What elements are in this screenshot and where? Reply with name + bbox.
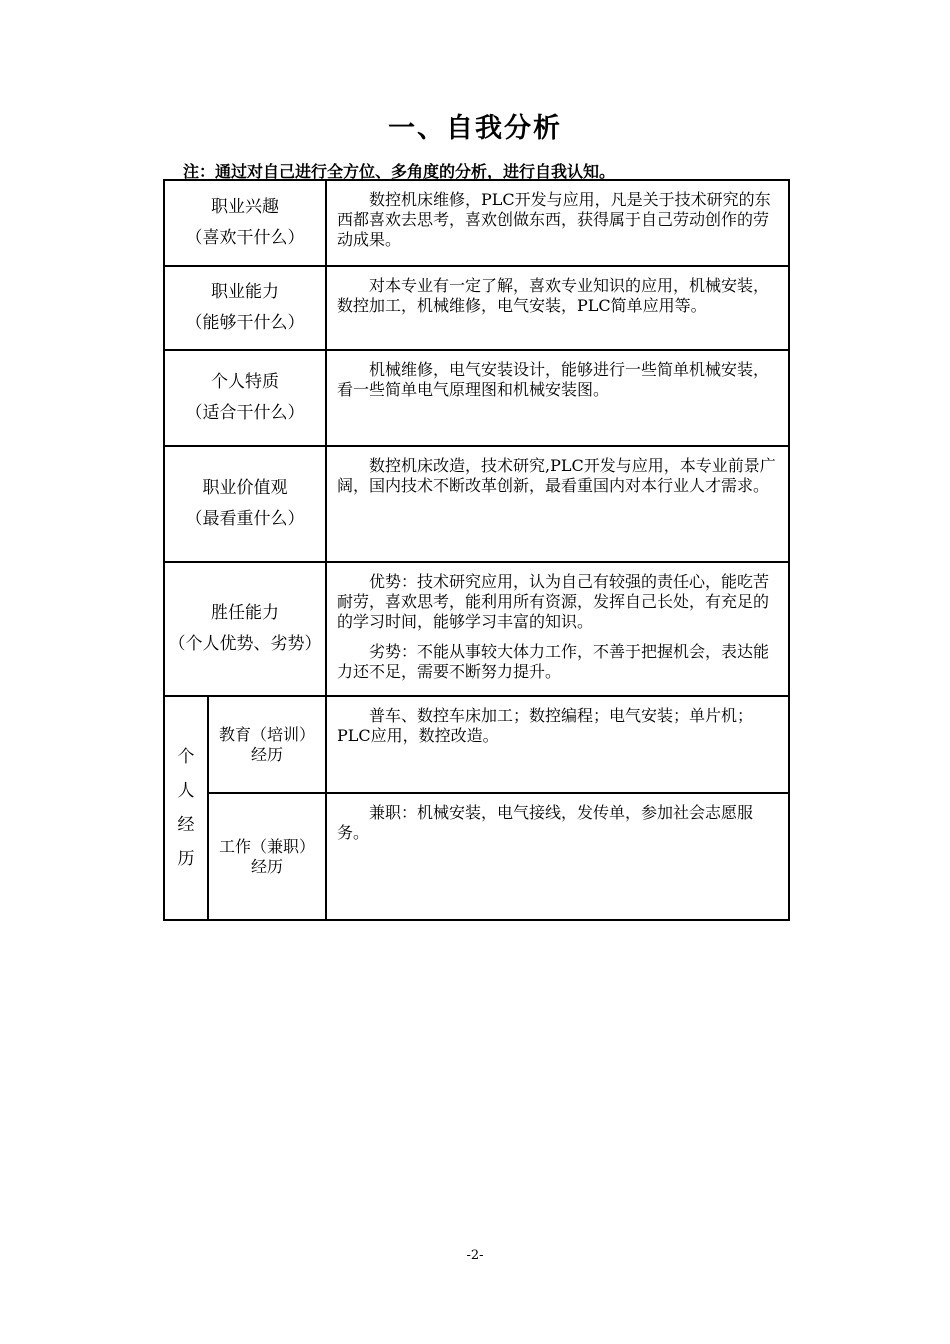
table-row [164, 562, 789, 696]
work-label: 工作（兼职）经历 [208, 793, 326, 920]
row-paragraph: 对本专业有一定了解，喜欢专业知识的应用，机械安装，数控加工，机械维修，电气安装，PLC简单应用等。 [337, 276, 770, 315]
self-analysis-table [163, 179, 790, 921]
education-text: 普车、数控车床加工；数控编程；电气安装；单片机；PLC应用，数控改造。 [337, 706, 754, 745]
row-label-subtitle: （最看重什么） [185, 509, 305, 529]
row-label [164, 266, 326, 350]
row-label-title: 个人特质 [211, 372, 279, 392]
row-content [326, 446, 789, 562]
table-row [164, 793, 789, 920]
row-label [164, 180, 326, 266]
row-content [326, 266, 789, 350]
row-paragraph: 数控机床改造，技术研究,PLC开发与应用，本专业前景广阔，国内技术不断改革创新，最看重国内对本行业人才需求。 [337, 456, 776, 495]
side-char: 个 [177, 747, 195, 767]
row-label [164, 562, 326, 696]
row-label-title: 胜任能力 [211, 603, 279, 623]
row-label-subtitle: （能够干什么） [185, 313, 305, 333]
row-content [326, 562, 789, 696]
table-row [164, 446, 789, 562]
row-content [326, 180, 789, 266]
table-row [164, 266, 789, 350]
row-label [164, 350, 326, 446]
side-char: 历 [177, 849, 195, 869]
table-row [164, 696, 789, 793]
row-label-subtitle: （适合干什么） [185, 403, 305, 423]
table-row [164, 350, 789, 446]
education-label: 教育（培训）经历 [208, 696, 326, 793]
education-content [326, 696, 789, 793]
work-text: 兼职：机械安装，电气接线，发传单，参加社会志愿服务。 [337, 803, 754, 842]
experience-side-label [164, 696, 208, 920]
row-paragraph-weaknesses: 劣势：不能从事较大体力工作，不善于把握机会，表达能力还不足，需要不断努力提升。 [337, 642, 770, 681]
note-text: 注：通过对自己进行全方位、多角度的分析，进行自我认知。 [183, 162, 616, 181]
row-label-title: 职业能力 [211, 282, 279, 302]
page-number: -2- [466, 1248, 484, 1263]
table-row [164, 180, 789, 266]
row-paragraph-strengths: 优势：技术研究应用，认为自己有较强的责任心，能吃苦耐劳，喜欢思考，能利用所有资源，发挥自己长处，有充足的的学习时间，能够学习丰富的知识。 [337, 572, 770, 631]
row-content [326, 350, 789, 446]
page-title: 一、自我分析 [388, 113, 562, 144]
row-label-subtitle: （个人优势、劣势） [168, 634, 322, 654]
side-char: 经 [177, 815, 195, 835]
row-label-title: 职业价值观 [202, 478, 288, 498]
row-paragraph: 机械维修，电气安装设计，能够进行一些简单机械安装，看一些简单电气原理图和机械安装图。 [337, 360, 770, 399]
row-label [164, 446, 326, 562]
row-label-title: 职业兴趣 [211, 197, 279, 217]
work-content [326, 793, 789, 920]
side-char: 人 [177, 781, 195, 801]
row-label-subtitle: （喜欢干什么） [185, 228, 305, 248]
row-paragraph: 数控机床维修，PLC开发与应用，凡是关于技术研究的东西都喜欢去思考，喜欢创做东西，获得属于自己劳动创作的劳动成果。 [337, 190, 771, 249]
